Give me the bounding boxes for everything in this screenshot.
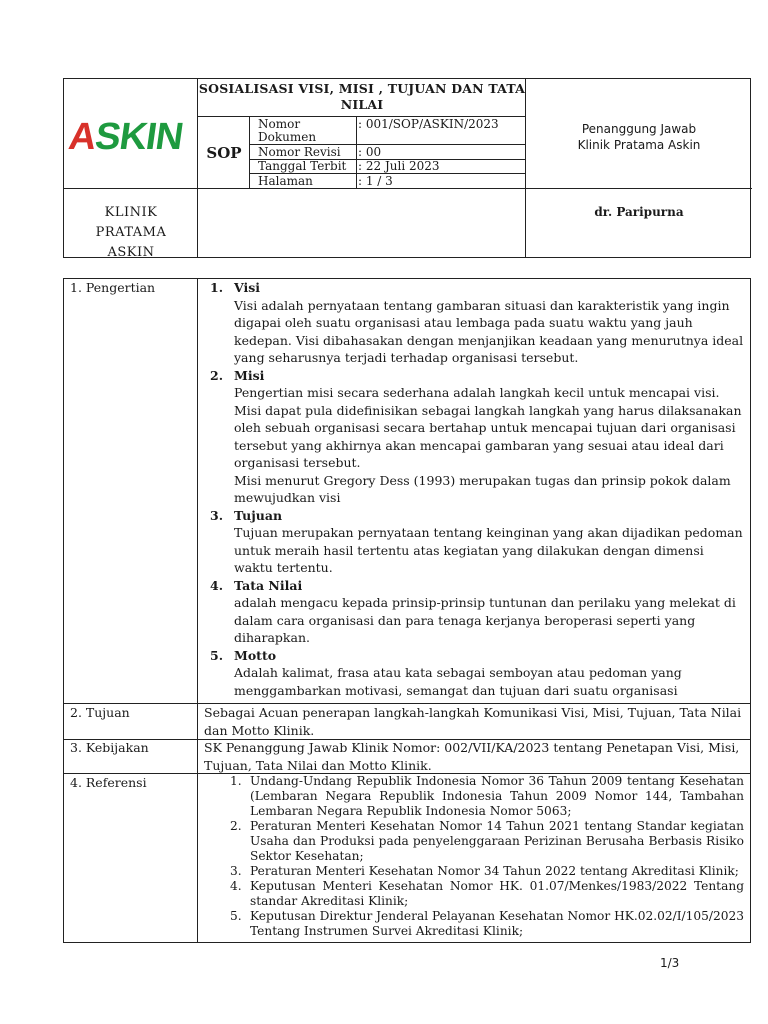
penanggung-jawab (526, 79, 752, 189)
pengertian-item-tujuan (204, 507, 744, 577)
item-heading: Misi (234, 367, 265, 383)
ref-text: Keputusan Direktur Jenderal Pelayanan Kesehatan Nomor HK.02.02/I/105/2023 Tentang Instrumen Survei Akreditasi Klinik; (250, 909, 744, 938)
item-text: Visi adalah pernyataan tentang gambaran situasi dan karakteristik yang ingin digapai oleh suatu organisasi atau lembaga pada suatu waktu yang jauh kedepan. Visi dibahasakan dengan menjanjikan keadaan yang menurutnya ideal yang seharusnya terjadi terhadap organisasi tersebut. (234, 297, 744, 365)
item-text-2: Misi menurut Gregory Dess (1993) merupakan tugas dan prinsip pokok dalam mewujudkan visi (234, 472, 731, 505)
meta-value: : 00 (358, 145, 382, 159)
meta-key: Nomor Dokumen (258, 117, 317, 144)
ref-text: Undang-Undang Republik Indonesia Nomor 36 Tahun 2009 tentang Kesehatan (Lembaran Negara Republik Indonesia Tahun 2009 Nomor 144, Tambahan Lembaran Negara Republik Indonesia Nomor 5063; (250, 774, 744, 818)
referensi-item (222, 879, 744, 909)
sop-label: SOP (206, 144, 242, 162)
ref-number: 4. (230, 879, 242, 893)
meta-value: : 1 / 3 (358, 174, 393, 188)
page-number: 1/3 (660, 956, 680, 970)
meta-row-nomor-dokumen (250, 118, 526, 144)
meta-key: Tanggal Terbit (258, 159, 347, 173)
pengertian-content (204, 279, 744, 699)
label-kebijakan: 3. Kebijakan (70, 740, 149, 755)
askin-logo (66, 116, 191, 158)
klinik-line1: KLINIK (104, 205, 158, 220)
meta-value: : 22 Juli 2023 (358, 159, 440, 173)
ref-text: Keputusan Menteri Kesehatan Nomor HK. 01.07/Menkes/1983/2022 Tentang standar Akreditasi Klinik; (250, 879, 744, 908)
ref-number: 2. (230, 819, 242, 833)
doctor-signature: dr. Paripurna (594, 205, 684, 219)
pengertian-item-motto (204, 647, 744, 700)
pengertian-item-misi (204, 367, 744, 507)
klinik-name (64, 189, 198, 259)
klinik-line2: PRATAMA (95, 225, 167, 240)
item-number: 5. (210, 647, 224, 663)
pengertian-item-visi (204, 279, 744, 367)
referensi-item (222, 909, 744, 939)
logo-text: ASKIN (66, 116, 186, 158)
item-heading: Motto (234, 647, 277, 663)
item-text: Adalah kalimat, frasa atau kata sebagai semboyan atau pedoman yang menggambarkan motivasi, semangat dan tujuan dari suatu organisasi (234, 665, 682, 698)
klinik-line3: ASKIN (107, 245, 155, 260)
kebijakan-text: SK Penanggung Jawab Klinik Nomor: 002/VII/KA/2023 tentang Penetapan Visi, Misi, Tujuan, Tata Nilai dan Motto Klinik. (204, 740, 740, 773)
label-pengertian: 1. Pengertian (70, 280, 156, 295)
sop-body-table (63, 278, 751, 943)
pengertian-item-tata-nilai (204, 577, 744, 647)
ref-number: 1. (230, 774, 242, 788)
tujuan-text: Sebagai Acuan penerapan langkah-langkah Komunikasi Visi, Misi, Tujuan, Tata Nilai dan Motto Klinik. (204, 705, 742, 738)
document-header (63, 78, 751, 258)
item-text: Tujuan merupakan pernyataan tentang keinginan yang akan dijadikan pedoman untuk meraih hasil tertentu atas kegiatan yang dilakukan dengan dimensi waktu tertentu. (234, 525, 743, 575)
referensi-item (222, 819, 744, 864)
ref-text: Peraturan Menteri Kesehatan Nomor 14 Tahun 2021 tentang Standar kegiatan Usaha dan Produksi pada penyelenggaraan Perizinan Berusaha Berbasis Risiko Sektor Kesehatan; (250, 819, 744, 863)
ref-number: 5. (230, 909, 242, 923)
referensi-item (222, 864, 744, 879)
meta-key: Nomor Revisi (258, 145, 341, 159)
referensi-item (222, 774, 744, 819)
item-number: 4. (210, 577, 224, 593)
pj-line1: Penanggung Jawab (581, 122, 697, 136)
document-title: SOSIALISASI VISI, MISI , TUJUAN DAN TATA NILAI (198, 81, 526, 112)
ref-text: Peraturan Menteri Kesehatan Nomor 34 Tahun 2022 tentang Akreditasi Klinik; (250, 864, 739, 878)
item-heading: Visi (234, 280, 261, 295)
label-tujuan: 2. Tujuan (70, 705, 130, 720)
meta-key: Halaman (258, 174, 313, 188)
meta-value: : 001/SOP/ASKIN/2023 (358, 117, 499, 131)
referensi-list (222, 774, 744, 939)
label-referensi: 4. Referensi (70, 775, 147, 790)
item-heading: Tata Nilai (234, 577, 303, 593)
item-heading: Tujuan (234, 507, 283, 523)
item-number: 3. (210, 507, 224, 523)
pj-line2: Klinik Pratama Askin (577, 138, 701, 152)
item-number: 1. (210, 280, 224, 295)
item-text: adalah mengacu kepada prinsip-prinsip tuntunan dan perilaku yang melekat di dalam cara organisasi dan para tenaga kerjanya beroperasi seperti yang diharapkan. (234, 595, 736, 645)
item-number: 2. (210, 367, 224, 383)
item-text: Pengertian misi secara sederhana adalah langkah kecil untuk mencapai visi. Misi dapat pula didefinisikan sebagai langkah langkah yang harus dilaksanakan oleh sebuah organisasi secara bertahap untuk mencapai tujuan dari organisasi tersebut yang akhirnya akan mencapai gambaran yang sesuai atau ideal dari organisasi tersebut. (234, 385, 742, 470)
ref-number: 3. (230, 864, 242, 878)
